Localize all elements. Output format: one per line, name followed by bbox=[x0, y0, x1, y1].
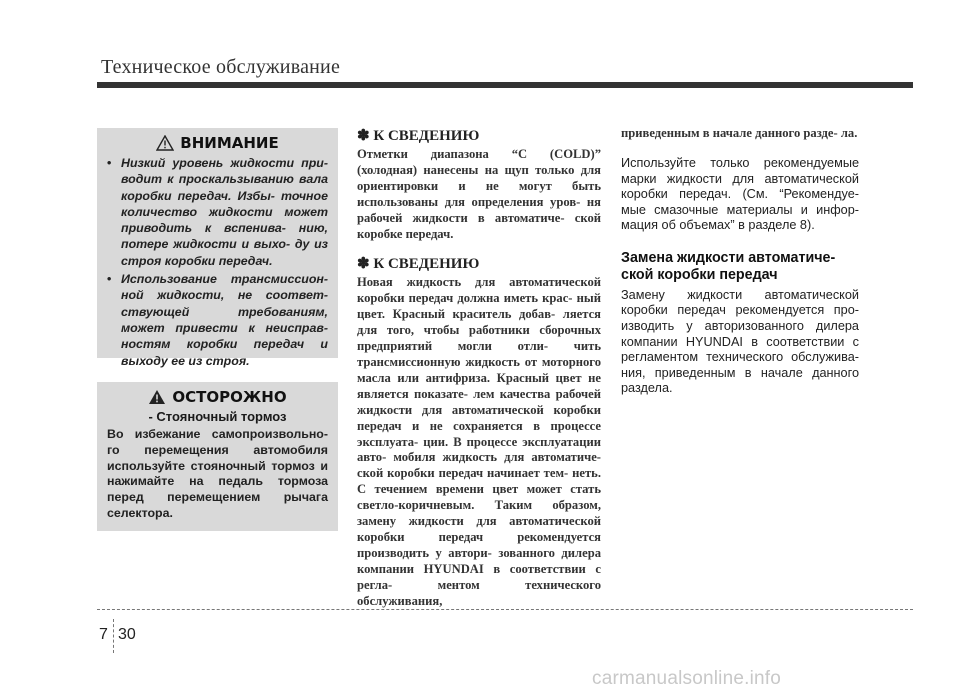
header-rule bbox=[97, 82, 913, 88]
caution-subtitle: - Стояночный тормоз bbox=[148, 409, 287, 424]
note-paragraph: Новая жидкость для автоматической коробки передач должна иметь крас- ный цвет. Красный краситель добав- ляется для того, чтобы работники сборочных предприятий могли отли- чить трансмиссионную жидкость от моторного масла или антифриза. Красный цвет не является показате- лем качества рабочей жидкости для автоматической коробки передач и не сохраняется в процессе эксплуата- ции. В процессе эксплуатации авто- мобиля жидкость для автоматиче- ской коробки передач начинает тем- неть. С течением времени цвет может стать светло-коричневым. Таким образом, замену жидкости для автоматической коробки передач рекомендуется производить у автори- зованного дилера компании HYUNDAI в соответствии с регла- ментом технического обслуживания, bbox=[357, 275, 601, 608]
note-heading: ✽ К СВЕДЕНИЮ bbox=[357, 256, 480, 273]
caution-heading bbox=[107, 388, 328, 406]
caution-title: ОСТОРОЖНО bbox=[172, 388, 287, 406]
bullet: • bbox=[107, 156, 112, 170]
watermark: carmanualsonline.info bbox=[592, 668, 782, 689]
continued-paragraph: приведенным в начале данного разде- ла. bbox=[621, 126, 858, 140]
warning-item bbox=[107, 271, 328, 369]
info-column bbox=[357, 126, 601, 609]
page-header-title: Техническое обслуживание bbox=[101, 56, 341, 78]
page-number: 30 bbox=[118, 626, 136, 643]
footer-rule bbox=[97, 609, 913, 610]
chapter-number: 7 bbox=[99, 626, 108, 643]
footer-separator bbox=[113, 619, 114, 653]
warning-item bbox=[107, 155, 328, 269]
note-paragraph: Отметки диапазона “C (COLD)” (холодная) нанесены на щуп только для ориентировки и не могут быть использованы для определения уров- ня рабочей жидкости в автоматиче- ской коробке передач. bbox=[357, 147, 601, 241]
caution-triangle-icon bbox=[148, 389, 166, 405]
caution-text: Во избежание самопроизвольно- го перемещения автомобиля используйте стояночный тормоз и нажимайте на педаль тормоза перед перемещением рычага селектора. bbox=[107, 427, 328, 520]
right-column bbox=[621, 126, 859, 397]
body-paragraph: Используйте только рекомендуемые марки жидкости для автоматической коробки передач. (См. “Рекомендуе- мые смазочные материалы и инфор- мация об объемах” в разделе 8). bbox=[621, 155, 859, 233]
warning-heading bbox=[107, 134, 328, 152]
warning-triangle-icon bbox=[156, 135, 174, 151]
warning-item-text: Использование трансмиссион- ной жидкости, не соответ- ствующей требованиям, может привести к неисправ- ностям коробки передач и выходу ее из строя. bbox=[121, 272, 328, 368]
body-paragraph: Замену жидкости автоматической коробки передач рекомендуется про- изводить у авторизованного дилера компании HYUNDAI в соответствии с регламентом технического обслужива- ния, приведенным в начале данного раздела. bbox=[621, 287, 859, 396]
note-heading: ✽ К СВЕДЕНИЮ bbox=[357, 128, 480, 144]
warning-box bbox=[97, 128, 338, 368]
warning-list bbox=[107, 155, 328, 369]
caution-box bbox=[97, 382, 338, 531]
warning-title: ВНИМАНИЕ bbox=[180, 134, 279, 152]
section-heading: Замена жидкости автоматиче- ской коробки передач bbox=[621, 249, 836, 283]
warning-item-text: Низкий уровень жидкости при- водит к проскальзыванию вала коробки передач. Избы- точное количество жидкости может приводить к вспенива- нию, потере жидкости и выхо- ду из строя коробки передач. bbox=[121, 156, 328, 268]
bullet: • bbox=[107, 272, 112, 287]
